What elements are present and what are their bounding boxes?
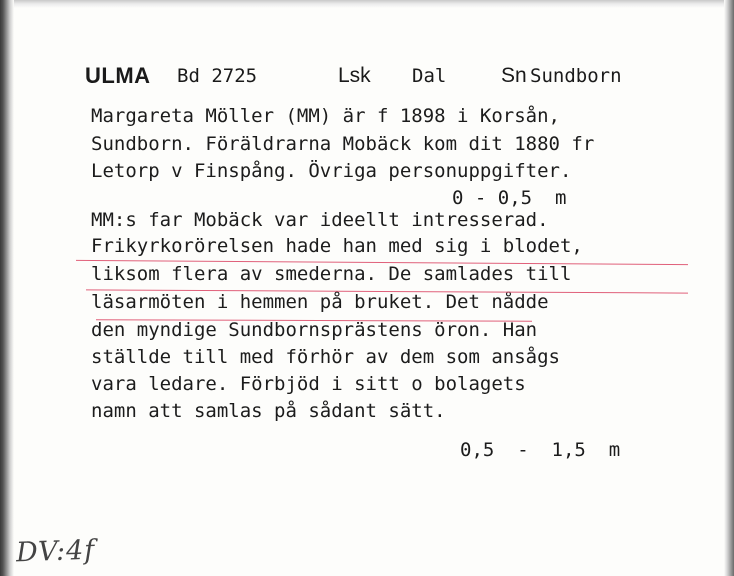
body-line: läsarmöten i hemmen på bruket. Det nådde (91, 291, 549, 313)
body-line: vara ledare. Förbjöd i sitt o bolagets (91, 373, 526, 395)
body-line: namn att samlas på sådant sätt. (91, 400, 446, 422)
socken-label: Sn (501, 64, 527, 87)
body-line: Margareta Möller (MM) är f 1898 i Korsån, (91, 105, 560, 127)
landskap-label: Lsk (338, 64, 371, 87)
body-line: ställde till med förhör av dem som ansågs (91, 346, 560, 368)
body-line: Letorp v Finspång. Övriga personuppgifter. (91, 160, 572, 182)
archive-code: ULMA (85, 63, 151, 88)
tape-position: 0,5 - 1,5 m (460, 439, 621, 461)
handwritten-signature: DV:4f (15, 534, 96, 569)
body-line: MM:s far Mobäck var ideellt intresserad. (91, 209, 549, 231)
body-line: den myndige Sundbornsprästens öron. Han (91, 319, 538, 341)
volume-number: Bd 2725 (177, 65, 258, 87)
body-line: Sundborn. Föräldrarna Mobäck kom dit 1880 fr (91, 133, 595, 155)
landskap-value: Dal (412, 65, 447, 87)
tape-position: 0 - 0,5 m (452, 187, 567, 209)
body-line: liksom flera av smederna. De samlades till (91, 263, 572, 285)
socken-value: Sundborn (530, 65, 622, 87)
body-line: Frikyrkorörelsen hade han med sig i blodet, (91, 235, 583, 257)
